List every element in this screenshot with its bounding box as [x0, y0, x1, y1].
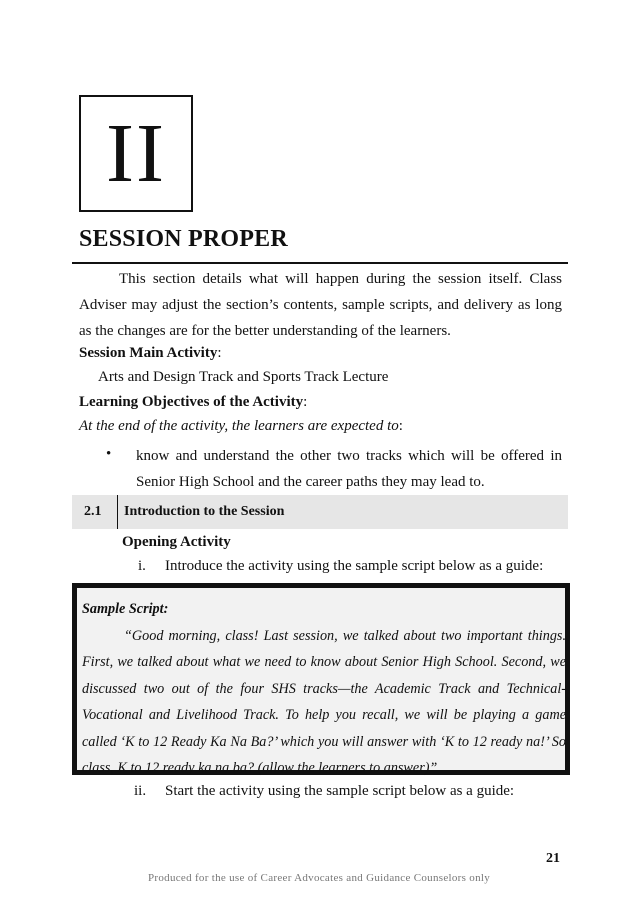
objectives-lead-colon: :	[398, 418, 403, 434]
subsection-number: 2.1	[84, 504, 102, 519]
page-number: 21	[546, 851, 560, 866]
sample-script-content	[82, 596, 566, 782]
sample-script-label: Sample Script:	[82, 601, 169, 617]
main-activity-label: Session Main Activity	[79, 345, 218, 361]
section-intro: This section details what will happen during the session itself. Class Adviser may adjust the section’s contents, sample scripts, and delivery as long as the changes are for the better understanding of the learners.	[79, 271, 562, 339]
step-marker-2: ii.	[134, 783, 147, 799]
bullet-marker: •	[106, 446, 112, 462]
step-text-1: Introduce the activity using the sample script below as a guide:	[165, 558, 544, 574]
sample-script-body: “Good morning, class! Last session, we talked about two important things. First, we talked about what we need to know about Senior High School. Second, we discussed two out of the four SHS tracks—the Academic Track and Technical- Vocational and Livelihood Track. To help you recall, we will be playing a game called ‘K to 12 Ready Ka Na Ba?’ which you will answer with ‘K to 12 ready na!’ So class, K to 12 ready ka na ba? (allow the learners to answer)”	[82, 627, 566, 776]
objectives-lead	[79, 415, 403, 437]
subsection-divider	[117, 495, 118, 529]
sample-script-box	[72, 583, 570, 775]
main-activity-value: Arts and Design Track and Sports Track Lecture	[98, 369, 389, 385]
chapter-numeral: II	[106, 106, 166, 200]
main-activity-colon: :	[217, 345, 222, 361]
chapter-numeral-box	[79, 95, 193, 212]
subsection-title: Introduction to the Session	[124, 504, 285, 519]
objectives-lead-text: At the end of the activity, the learners are expected to	[79, 418, 399, 434]
section-title: SESSION PROPER	[79, 226, 288, 252]
title-divider	[72, 262, 568, 264]
step-marker-1: i.	[138, 558, 146, 574]
opening-activity-title: Opening Activity	[122, 534, 231, 550]
main-activity-heading	[79, 342, 222, 364]
objective-item: know and understand the other two tracks which will be offered in Senior High School and the career paths they may lead to.	[136, 448, 562, 490]
objectives-label: Learning Objectives of the Activity	[79, 394, 304, 410]
objectives-colon: :	[303, 394, 308, 410]
objectives-heading	[79, 391, 307, 413]
page-footer: Produced for the use of Career Advocates and Guidance Counselors only	[147, 872, 491, 884]
step-text-2: Start the activity using the sample script below as a guide:	[165, 783, 515, 799]
subsection-header	[72, 495, 568, 529]
